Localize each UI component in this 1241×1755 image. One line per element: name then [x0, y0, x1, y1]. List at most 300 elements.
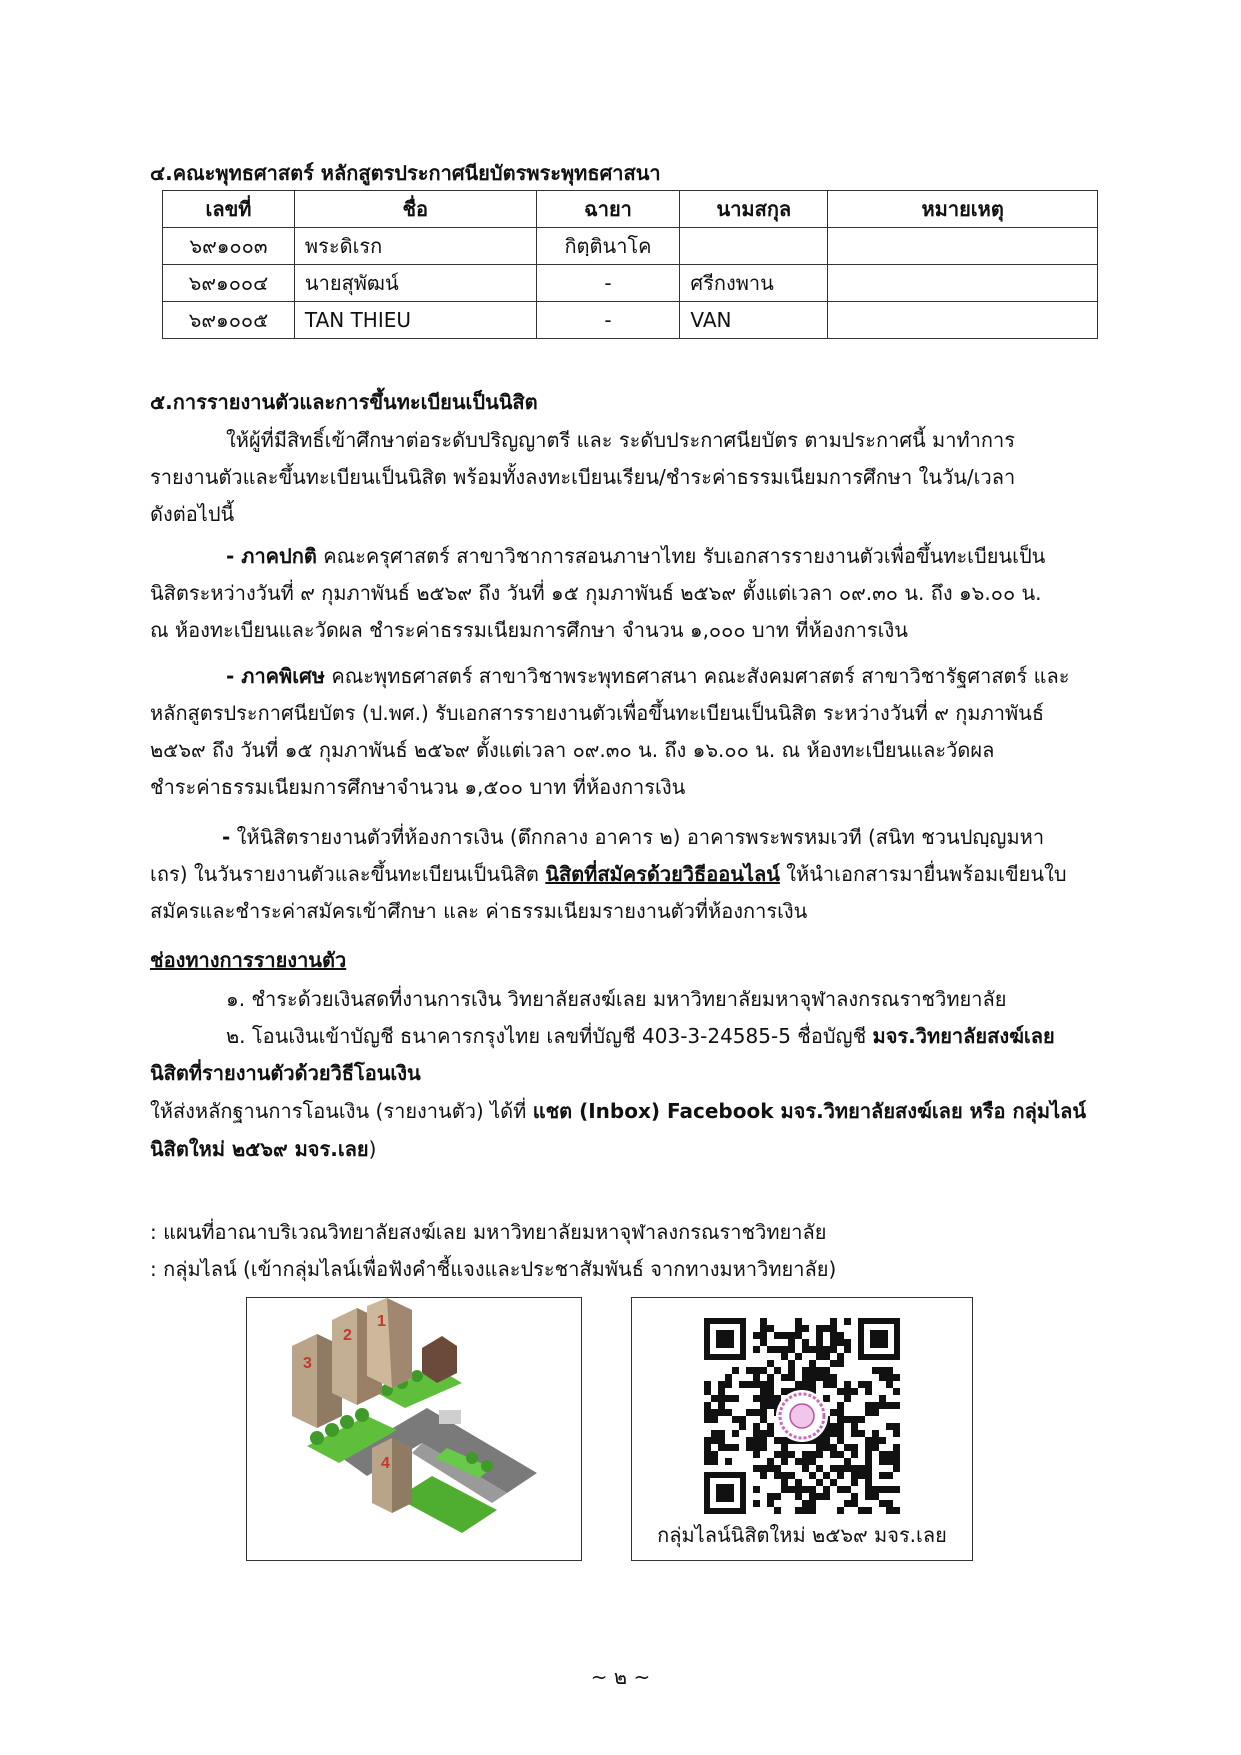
- qr-module: [760, 1381, 767, 1388]
- campus-map-illustration: [247, 1298, 581, 1560]
- qr-caption: กลุ่มไลน์นิสิตใหม่ ๒๕๖๙ มจร.เลย: [657, 1523, 947, 1547]
- qr-module: [865, 1409, 872, 1416]
- qr-module: [795, 1332, 802, 1339]
- qr-module: [837, 1465, 844, 1472]
- cell-remark: [828, 228, 1098, 265]
- qr-module: [872, 1367, 879, 1374]
- qr-module: [767, 1395, 774, 1402]
- qr-module: [802, 1325, 809, 1332]
- qr-module: [865, 1458, 872, 1465]
- qr-module: [879, 1395, 886, 1402]
- qr-module: [837, 1402, 844, 1409]
- col-header-id: เลขที่: [163, 191, 295, 228]
- qr-module: [851, 1472, 858, 1479]
- qr-module: [767, 1423, 774, 1430]
- qr-module: [858, 1507, 865, 1514]
- qr-module: [816, 1374, 823, 1381]
- qr-module: [816, 1325, 823, 1332]
- qr-module: [802, 1458, 809, 1465]
- qr-module: [830, 1444, 837, 1451]
- qr-module: [753, 1332, 760, 1339]
- qr-module: [718, 1409, 725, 1416]
- qr-module: [823, 1367, 830, 1374]
- transfer-line-1: [150, 1092, 1086, 1130]
- qr-module: [781, 1374, 788, 1381]
- qr-module: [781, 1346, 788, 1353]
- qr-module: [865, 1479, 872, 1486]
- qr-module: [753, 1346, 760, 1353]
- qr-module: [816, 1332, 823, 1339]
- qr-module: [844, 1339, 851, 1346]
- qr-module: [809, 1346, 816, 1353]
- qr-module: [823, 1486, 830, 1493]
- qr-module: [851, 1416, 858, 1423]
- qr-module: [865, 1437, 872, 1444]
- qr-module: [781, 1486, 788, 1493]
- qr-module: [753, 1486, 760, 1493]
- finance-text-2a: เถร) ในวันรายงานตัวและขึ้นทะเบียนเป็นนิสิต: [150, 862, 546, 886]
- qr-module: [725, 1374, 732, 1381]
- building-number-2: 2: [343, 1327, 352, 1344]
- qr-module: [774, 1332, 781, 1339]
- qr-module: [872, 1402, 879, 1409]
- finance-text-2c: ให้นำเอกสารมายื่นพร้อมเขียนใบ: [779, 862, 1067, 886]
- qr-module: [788, 1451, 795, 1458]
- qr-module: [837, 1451, 844, 1458]
- qr-module: [872, 1444, 879, 1451]
- qr-module: [865, 1444, 872, 1451]
- cell-name: พระดิเรก: [294, 228, 536, 265]
- qr-module: [718, 1437, 725, 1444]
- table-row: [163, 228, 1098, 265]
- qr-module: [753, 1444, 760, 1451]
- qr-module: [795, 1507, 802, 1514]
- qr-module: [795, 1493, 802, 1500]
- qr-module: [893, 1430, 900, 1437]
- qr-module: [830, 1339, 837, 1346]
- qr-module: [739, 1423, 746, 1430]
- campus-map-image: [246, 1297, 582, 1561]
- cell-id: ๖๙๑๐๐๓: [163, 228, 295, 265]
- qr-module: [858, 1472, 865, 1479]
- qr-module: [760, 1339, 767, 1346]
- qr-module: [767, 1360, 774, 1367]
- qr-module: [802, 1507, 809, 1514]
- qr-module: [718, 1402, 725, 1409]
- qr-module: [788, 1360, 795, 1367]
- qr-module: [865, 1465, 872, 1472]
- qr-module: [795, 1381, 802, 1388]
- qr-module: [893, 1458, 900, 1465]
- qr-module: [816, 1493, 823, 1500]
- qr-module: [753, 1465, 760, 1472]
- qr-module: [781, 1332, 788, 1339]
- qr-module: [802, 1500, 809, 1507]
- qr-module: [725, 1458, 732, 1465]
- qr-module: [893, 1388, 900, 1395]
- qr-module: [879, 1451, 886, 1458]
- qr-module: [725, 1444, 732, 1451]
- qr-module: [879, 1458, 886, 1465]
- qr-module: [753, 1430, 760, 1437]
- qr-module: [795, 1325, 802, 1332]
- qr-module: [823, 1472, 830, 1479]
- qr-module: [830, 1465, 837, 1472]
- qr-module: [760, 1430, 767, 1437]
- qr-module: [865, 1402, 872, 1409]
- qr-module: [795, 1458, 802, 1465]
- qr-module: [865, 1472, 872, 1479]
- cell-remark: [828, 265, 1098, 302]
- qr-module: [858, 1430, 865, 1437]
- transfer-heading: นิสิตที่รายงานตัวด้วยวิธีโอนเงิน: [150, 1061, 421, 1085]
- qr-module: [851, 1444, 858, 1451]
- qr-code-icon[interactable]: [704, 1318, 900, 1514]
- qr-module: [732, 1367, 739, 1374]
- qr-module: [711, 1437, 718, 1444]
- qr-module: [760, 1444, 767, 1451]
- qr-module: [837, 1416, 844, 1423]
- qr-module: [879, 1500, 886, 1507]
- qr-module: [760, 1367, 767, 1374]
- qr-module: [816, 1437, 823, 1444]
- qr-module: [851, 1388, 858, 1395]
- qr-module: [760, 1388, 767, 1395]
- section5-heading: ๕.การรายงานตัวและการขึ้นทะเบียนเป็นนิสิต: [150, 390, 538, 414]
- cell-remark: [828, 302, 1098, 339]
- qr-module: [788, 1486, 795, 1493]
- qr-module: [879, 1437, 886, 1444]
- qr-module: [774, 1367, 781, 1374]
- qr-module: [816, 1346, 823, 1353]
- qr-module: [823, 1493, 830, 1500]
- qr-module: [802, 1367, 809, 1374]
- qr-module: [844, 1416, 851, 1423]
- qr-module: [830, 1360, 837, 1367]
- qr-module: [837, 1437, 844, 1444]
- qr-module: [725, 1381, 732, 1388]
- qr-module: [746, 1409, 753, 1416]
- qr-module: [767, 1374, 774, 1381]
- cell-surname: ศรีกงพาน: [680, 265, 828, 302]
- qr-module: [753, 1423, 760, 1430]
- qr-module: [830, 1381, 837, 1388]
- qr-module: [823, 1381, 830, 1388]
- qr-module: [809, 1451, 816, 1458]
- qr-module: [718, 1381, 725, 1388]
- qr-module: [753, 1395, 760, 1402]
- qr-module: [893, 1451, 900, 1458]
- qr-module: [704, 1416, 711, 1423]
- qr-module: [753, 1451, 760, 1458]
- transfer-close: ): [368, 1137, 377, 1161]
- qr-module: [809, 1472, 816, 1479]
- qr-module: [746, 1444, 753, 1451]
- finance-text-1: ให้นิสิตรายงานตัวที่ห้องการเงิน (ตึกกลาง อาคาร ๒) อาคารพระพรหมเวที (สนิท ชวนปญฺญมหา: [230, 825, 1045, 849]
- qr-module: [718, 1395, 725, 1402]
- section4-heading: ๔.คณะพุทธศาสตร์ หลักสูตรประกาศนียบัตรพระพุทธศาสนา: [150, 161, 661, 185]
- cell-surname: [680, 228, 828, 265]
- qr-module: [767, 1346, 774, 1353]
- qr-module: [802, 1486, 809, 1493]
- special-text-1: คณะพุทธศาสตร์ สาขาวิชาพระพุทธศาสนา คณะสังคมศาสตร์ สาขาวิชารัฐศาสตร์ และ: [331, 664, 1070, 688]
- qr-module: [774, 1465, 781, 1472]
- qr-module: [774, 1437, 781, 1444]
- qr-module: [732, 1416, 739, 1423]
- col-header-remark: หมายเหตุ: [828, 191, 1098, 228]
- qr-module: [851, 1430, 858, 1437]
- qr-module: [886, 1423, 893, 1430]
- qr-module: [704, 1437, 711, 1444]
- qr-module: [844, 1381, 851, 1388]
- qr-module: [816, 1444, 823, 1451]
- qr-module: [851, 1423, 858, 1430]
- regular-label: - ภาคปกติ: [226, 544, 317, 568]
- qr-module: [816, 1367, 823, 1374]
- qr-module: [753, 1367, 760, 1374]
- channel-item-1: ๑. ชำระด้วยเงินสดที่งานการเงิน วิทยาลัยสงฆ์เลย มหาวิทยาลัยมหาจุฬาลงกรณราชวิทยาลัย: [226, 987, 1007, 1011]
- qr-module: [753, 1409, 760, 1416]
- qr-module: [788, 1472, 795, 1479]
- qr-module: [879, 1374, 886, 1381]
- line-group-name: นิสิตใหม่ ๒๕๖๙ มจร.เลย: [150, 1137, 369, 1161]
- qr-module: [830, 1374, 837, 1381]
- qr-module: [781, 1458, 788, 1465]
- table-row: [163, 265, 1098, 302]
- qr-module: [767, 1465, 774, 1472]
- qr-module: [760, 1465, 767, 1472]
- qr-module: [858, 1381, 865, 1388]
- qr-module: [844, 1395, 851, 1402]
- qr-module: [704, 1444, 711, 1451]
- qr-module: [711, 1430, 718, 1437]
- qr-module: [739, 1381, 746, 1388]
- qr-module: [788, 1374, 795, 1381]
- qr-module: [760, 1472, 767, 1479]
- finance-dash: -: [222, 825, 231, 849]
- intro-line-3: ดังต่อไปนี้: [150, 502, 235, 526]
- qr-module: [781, 1479, 788, 1486]
- qr-module: [746, 1437, 753, 1444]
- qr-module: [760, 1332, 767, 1339]
- qr-module: [774, 1493, 781, 1500]
- qr-module: [802, 1381, 809, 1388]
- qr-module: [788, 1346, 795, 1353]
- qr-module: [718, 1388, 725, 1395]
- qr-module: [886, 1458, 893, 1465]
- qr-module: [809, 1500, 816, 1507]
- qr-module: [760, 1402, 767, 1409]
- transfer-destination: แชต (Inbox) Facebook มจร.วิทยาลัยสงฆ์เลย หรือ กลุ่มไลน์: [532, 1099, 1087, 1123]
- col-header-alias: ฉายา: [536, 191, 680, 228]
- qr-module: [837, 1486, 844, 1493]
- qr-module: [816, 1339, 823, 1346]
- line-group-note: : กลุ่มไลน์ (เข้ากลุ่มไลน์เพื่อฟังคำชี้แจงและประชาสัมพันธ์ จากทางมหาวิทยาลัย): [150, 1257, 837, 1281]
- qr-module: [886, 1381, 893, 1388]
- qr-module: [809, 1367, 816, 1374]
- qr-module: [886, 1486, 893, 1493]
- qr-module: [830, 1479, 837, 1486]
- qr-module: [704, 1381, 711, 1388]
- qr-module: [844, 1458, 851, 1465]
- qr-module: [809, 1493, 816, 1500]
- qr-module: [739, 1416, 746, 1423]
- qr-module: [872, 1430, 879, 1437]
- map-note: : แผนที่อาณาบริเวณวิทยาลัยสงฆ์เลย มหาวิทยาลัยมหาจุฬาลงกรณราชวิทยาลัย: [150, 1220, 827, 1244]
- qr-module: [760, 1318, 767, 1325]
- qr-module: [774, 1395, 781, 1402]
- qr-module: [795, 1353, 802, 1360]
- qr-module: [865, 1451, 872, 1458]
- qr-module: [767, 1493, 774, 1500]
- qr-module: [767, 1325, 774, 1332]
- qr-module: [837, 1332, 844, 1339]
- cell-id: ๖๙๑๐๐๕: [163, 302, 295, 339]
- qr-module: [725, 1409, 732, 1416]
- qr-module: [872, 1493, 879, 1500]
- qr-module: [718, 1430, 725, 1437]
- qr-module: [879, 1486, 886, 1493]
- qr-module: [851, 1465, 858, 1472]
- qr-module: [732, 1395, 739, 1402]
- transfer-text: ให้ส่งหลักฐานการโอนเงิน (รายงานตัว) ได้ที่: [150, 1099, 533, 1123]
- online-applicants-emphasis: นิสิตที่สมัครด้วยวิธีออนไลน์: [545, 862, 780, 886]
- qr-module: [767, 1500, 774, 1507]
- qr-module: [795, 1479, 802, 1486]
- qr-module: [823, 1353, 830, 1360]
- qr-module: [886, 1451, 893, 1458]
- qr-module: [830, 1409, 837, 1416]
- qr-module: [802, 1346, 809, 1353]
- qr-module: [851, 1451, 858, 1458]
- qr-module: [893, 1465, 900, 1472]
- qr-module: [851, 1479, 858, 1486]
- qr-module: [760, 1416, 767, 1423]
- qr-module: [809, 1458, 816, 1465]
- qr-module: [781, 1353, 788, 1360]
- qr-module: [844, 1388, 851, 1395]
- qr-module: [851, 1493, 858, 1500]
- special-line-2: หลักสูตรประกาศนียบัตร (ป.พศ.) รับเอกสารรายงานตัวเพื่อขึ้นทะเบียนเป็นนิสิต ระหว่างวันที่ ๙ กุมภาพันธ์: [150, 701, 1045, 725]
- regular-text-1: คณะครุศาสตร์ สาขาวิชาการสอนภาษาไทย รับเอกสารรายงานตัวเพื่อขึ้นทะเบียนเป็น: [323, 544, 1046, 568]
- cell-alias: -: [536, 302, 680, 339]
- qr-module: [893, 1507, 900, 1514]
- qr-module: [893, 1486, 900, 1493]
- qr-module: [746, 1381, 753, 1388]
- channels-heading: ช่องทางการรายงานตัว: [150, 948, 347, 972]
- qr-module: [865, 1507, 872, 1514]
- qr-module: [711, 1409, 718, 1416]
- qr-module: [781, 1437, 788, 1444]
- qr-module: [886, 1507, 893, 1514]
- qr-module: [816, 1451, 823, 1458]
- qr-module: [704, 1458, 711, 1465]
- qr-module: [893, 1402, 900, 1409]
- account-name: มจร.วิทยาลัยสงฆ์เลย: [872, 1024, 1055, 1048]
- qr-module: [865, 1381, 872, 1388]
- special-label: - ภาคพิเศษ: [226, 664, 325, 688]
- qr-module: [823, 1325, 830, 1332]
- qr-module: [718, 1444, 725, 1451]
- qr-module: [837, 1388, 844, 1395]
- qr-module: [795, 1318, 802, 1325]
- special-line-1: [226, 657, 1070, 695]
- special-line-4: ชำระค่าธรรมเนียมการศึกษาจำนวน ๑,๕๐๐ บาท ที่ห้องการเงิน: [150, 775, 686, 799]
- qr-module: [767, 1458, 774, 1465]
- table-header-row: [163, 191, 1098, 228]
- special-line-3: ๒๕๖๙ ถึง วันที่ ๑๕ กุมภาพันธ์ ๒๕๖๙ ตั้งแต่เวลา ๐๙.๓๐ น. ถึง ๑๖.๐๐ น. ณ ห้องทะเบียนและวัดผล: [150, 738, 995, 762]
- qr-module: [837, 1339, 844, 1346]
- col-header-name: ชื่อ: [294, 191, 536, 228]
- qr-module: [809, 1507, 816, 1514]
- qr-module: [865, 1486, 872, 1493]
- cell-alias: กิตฺตินาโค: [536, 228, 680, 265]
- qr-module: [781, 1388, 788, 1395]
- qr-module: [886, 1374, 893, 1381]
- qr-module: [704, 1409, 711, 1416]
- qr-module: [802, 1374, 809, 1381]
- qr-module: [788, 1339, 795, 1346]
- qr-module: [872, 1437, 879, 1444]
- qr-module: [746, 1367, 753, 1374]
- channel-item-2: [226, 1017, 1055, 1055]
- qr-module: [753, 1381, 760, 1388]
- qr-module: [893, 1374, 900, 1381]
- qr-module: [732, 1444, 739, 1451]
- page-number: ~ ๒ ~: [590, 1665, 651, 1689]
- qr-module: [837, 1353, 844, 1360]
- qr-module: [823, 1437, 830, 1444]
- qr-module: [879, 1472, 886, 1479]
- qr-module: [809, 1360, 816, 1367]
- qr-module: [774, 1451, 781, 1458]
- qr-module: [830, 1430, 837, 1437]
- qr-module: [788, 1332, 795, 1339]
- regular-line-3: ณ ห้องทะเบียนและวัดผล ชำระค่าธรรมเนียมการศึกษา จำนวน ๑,๐๐๐ บาท ที่ห้องการเงิน: [150, 618, 908, 642]
- qr-module: [872, 1409, 879, 1416]
- qr-module: [781, 1451, 788, 1458]
- qr-module: [823, 1430, 830, 1437]
- qr-module: [830, 1318, 837, 1325]
- qr-logo-core: [790, 1404, 814, 1428]
- qr-module: [704, 1402, 711, 1409]
- qr-module: [837, 1423, 844, 1430]
- qr-module: [760, 1395, 767, 1402]
- qr-module: [893, 1444, 900, 1451]
- finance-line-3: สมัครและชำระค่าสมัครเข้าศึกษา และ ค่าธรรมเนียมรายงานตัวที่ห้องการเงิน: [150, 899, 808, 923]
- qr-module: [760, 1409, 767, 1416]
- qr-module: [823, 1444, 830, 1451]
- qr-module: [704, 1388, 711, 1395]
- finance-line-1: [222, 818, 1044, 856]
- qr-module: [886, 1402, 893, 1409]
- qr-module: [767, 1381, 774, 1388]
- cell-alias: -: [536, 265, 680, 302]
- channel-item-2-text: ๒. โอนเงินเข้าบัญชี ธนาคารกรุงไทย เลขที่บัญชี 403-3-24585-5 ชื่อบัญชี: [226, 1024, 873, 1048]
- house: [422, 1336, 457, 1383]
- qr-module: [837, 1360, 844, 1367]
- qr-module: [858, 1465, 865, 1472]
- qr-module: [802, 1465, 809, 1472]
- cell-surname: VAN: [680, 302, 828, 339]
- qr-module: [837, 1472, 844, 1479]
- col-header-surname: นามสกุล: [680, 191, 828, 228]
- qr-module: [760, 1437, 767, 1444]
- qr-module: [781, 1472, 788, 1479]
- qr-module: [753, 1500, 760, 1507]
- qr-module: [809, 1486, 816, 1493]
- qr-module: [879, 1402, 886, 1409]
